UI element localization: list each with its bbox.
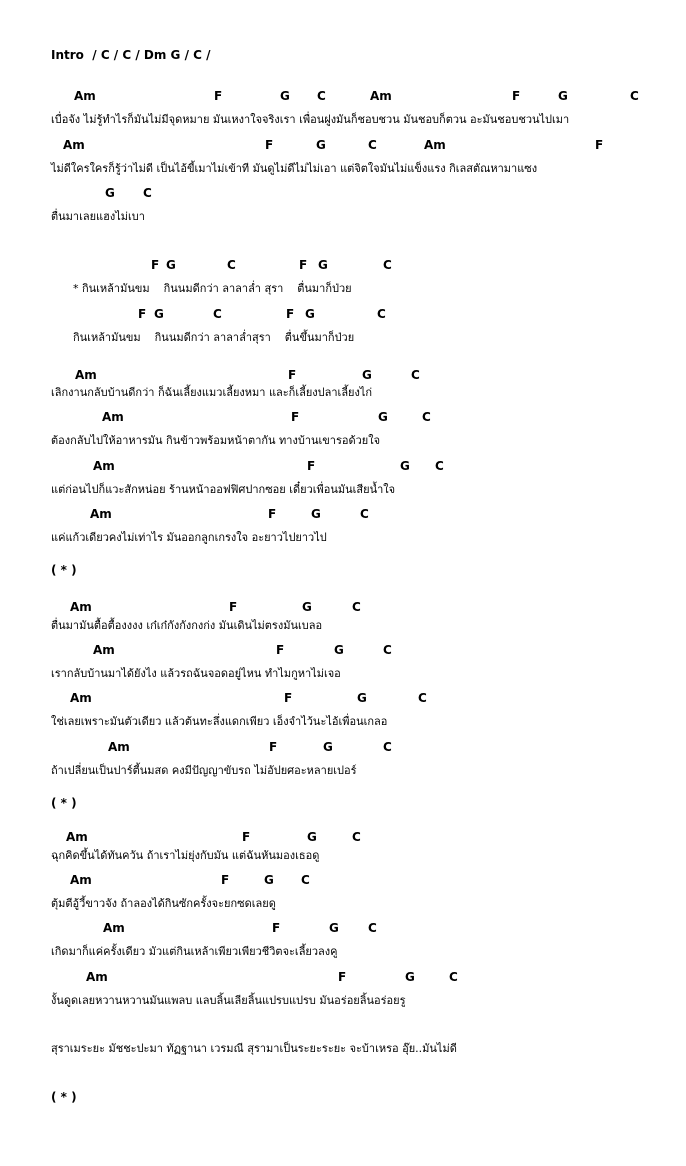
chord: F [307,459,316,473]
chord: G [357,691,367,705]
chord: F [151,258,160,272]
chord: Am [70,873,92,887]
chord: F [338,970,347,984]
chord: G [378,410,388,424]
chord: C [630,89,639,103]
chord: C [301,873,310,887]
chord: F [512,89,521,103]
chord: F [272,921,281,935]
chord: Am [93,643,115,657]
lyric-line: เลิกงานกลับบ้านดีกว่า ก็ฉันเลี้ยงแมวเลี้ยงหมา และก็เลี้ยงปลาเลี้ยงไก่ [51,386,373,399]
lyric-line: เรากลับบ้านมาได้ยังไง แล้วรถฉันจอดอยู่ไหน ทำไมกูหาไม่เจอ [51,667,341,680]
chord: G [558,89,568,103]
chord: F [268,507,277,521]
chord: Am [66,830,88,844]
chord: G [316,138,326,152]
chord: G [311,507,321,521]
chord: C [360,507,369,521]
chord: Am [103,921,125,935]
chord: G [105,186,115,200]
chord: G [362,368,372,382]
chord: F [214,89,223,103]
lyric-line: งั้นดูดเลยหวานหวานมันแพลบ แลบลิ้นเลียลิ้นแปรบแปรบ มันอร่อยลิ้นอร่อยรู [51,994,406,1007]
chorus-repeat-marker: ( * ) [51,1090,77,1104]
chord: Am [75,368,97,382]
chord: Am [86,970,108,984]
chord: Am [74,89,96,103]
chord: F [299,258,308,272]
lyric-line: ใช่เลยเพราะมันตัวเดียว แล้วต้นทะลึ่งแดกเพียว เอ็งจำไว้นะไอ้เพื่อนเกลอ [51,715,388,728]
chord: G [302,600,312,614]
chord: F [284,691,293,705]
chorus-lyric-line: * กินเหล้ามันขม กินนมดีกว่า ลาลาล่ำ สุรา ตื่นมาก็ป่วย [73,282,352,295]
chord: Am [63,138,85,152]
chord: C [422,410,431,424]
chord: F [221,873,230,887]
chord: F [276,643,285,657]
chord: F [265,138,274,152]
lyric-line: แค่แก้วเดียวคงไม่เท่าไร มันออกลูกเกรงใจ อะยาวไปยาวไป [51,531,327,544]
lyric-line: เกิดมาก็แค่ครั้งเดียว มัวแต่กินเหล้าเพียวเพียวชีวิตจะเลี้ยวลงคู [51,945,338,958]
chord: G [154,307,164,321]
chord: G [405,970,415,984]
chord: C [317,89,326,103]
chord: F [288,368,297,382]
chord: G [305,307,315,321]
lyric-line: ตื่นมาเลยแฮงไม่เบา [51,210,145,223]
lyric-line: ไม่ดีใครใครก็รู้ว่าไม่ดี เป็นไอ้ขี้เมาไม่เข้าที มันดูไม่ดีไม่ไม่เอา แต่จิตใจมันไม่แข็งแรง กิเลสตัณหามาแซง [51,162,538,175]
chord: G [323,740,333,754]
chord: G [166,258,176,272]
chord: Am [70,600,92,614]
chord: C [449,970,458,984]
chord: G [329,921,339,935]
chord: C [143,186,152,200]
chord: F [138,307,147,321]
chord: C [368,138,377,152]
chord: Am [108,740,130,754]
chord: Am [90,507,112,521]
chord: F [595,138,604,152]
chord: G [280,89,290,103]
chorus-repeat-marker: ( * ) [51,796,77,810]
chord: F [229,600,238,614]
chorus-lyric-line: กินเหล้ามันขม กินนมดีกว่า ลาลาล่ำสุรา ตื่นขึ้นมาก็ป่วย [73,331,355,344]
chord: Am [370,89,392,103]
chord: C [411,368,420,382]
lyric-line: ตุ้มตีอู้วี้ขาวจัง ถ้าลองได้กินซักครั้งจะยกซดเลยดู [51,897,276,910]
lyric-line: ฉุกคิดขึ้นได้ทันควัน ถ้าเราไม่ยุ่งกับมัน แต่ฉันหันมองเธอดู [51,849,320,862]
lyric-line: แต่ก่อนไปก็แวะสักหน่อย ร้านหน้าออฟฟิศปากซอย เดี๋ยวเพื่อนมันเสียน้ำใจ [51,483,396,496]
chord: Am [424,138,446,152]
chord: Am [93,459,115,473]
chord: C [368,921,377,935]
chorus-repeat-marker: ( * ) [51,563,77,577]
chord: C [352,830,361,844]
lyric-line: ตื่นมามันตื้อตื้องงงง เก๋เก๋กังกังกงก่ง มันเดินไม่ตรงมันเบลอ [51,619,323,632]
chord: C [352,600,361,614]
chord: C [377,307,386,321]
chord: C [383,258,392,272]
lyric-line: ถ้าเปลี่ยนเป็นปาร์ตี้นมสด คงมีปัญญาขับรถ ไม่อัปยศอะหลายเปอร์ [51,764,357,777]
lyric-line: ต้องกลับไปให้อาหารมัน กินข้าวพร้อมหน้าตากัน ทางบ้านเขารอด้วยใจ [51,434,381,447]
lyric-line: เบื่อจัง ไม่รู้ทำไรก็มันไม่มีจุดหมาย มันเหงาใจจริงเรา เพื่อนฝูงมันก็ชอบชวน มันชอบก็ตวน อะมันชอบชวนไปเมา [51,113,570,126]
chord: G [307,830,317,844]
chord: Am [70,691,92,705]
chord: Am [102,410,124,424]
chord: F [286,307,295,321]
chord: G [334,643,344,657]
chord: G [264,873,274,887]
chord: C [435,459,444,473]
intro-chords: Intro / C / C / Dm G / C / [51,48,211,62]
chord: C [383,643,392,657]
chord: F [242,830,251,844]
chord: G [400,459,410,473]
chord: C [383,740,392,754]
chord: C [418,691,427,705]
chord: F [291,410,300,424]
chord: F [269,740,278,754]
chord: G [318,258,328,272]
outro-lyric-line: สุราเมระยะ มัชชะปะมา ทัฏฐานา เวรมณี สุรามาเป็นระยะระยะ จะบ้าเหรอ อุ๊ย..มันไม่ดี [51,1042,457,1055]
chord: C [213,307,222,321]
chord: C [227,258,236,272]
